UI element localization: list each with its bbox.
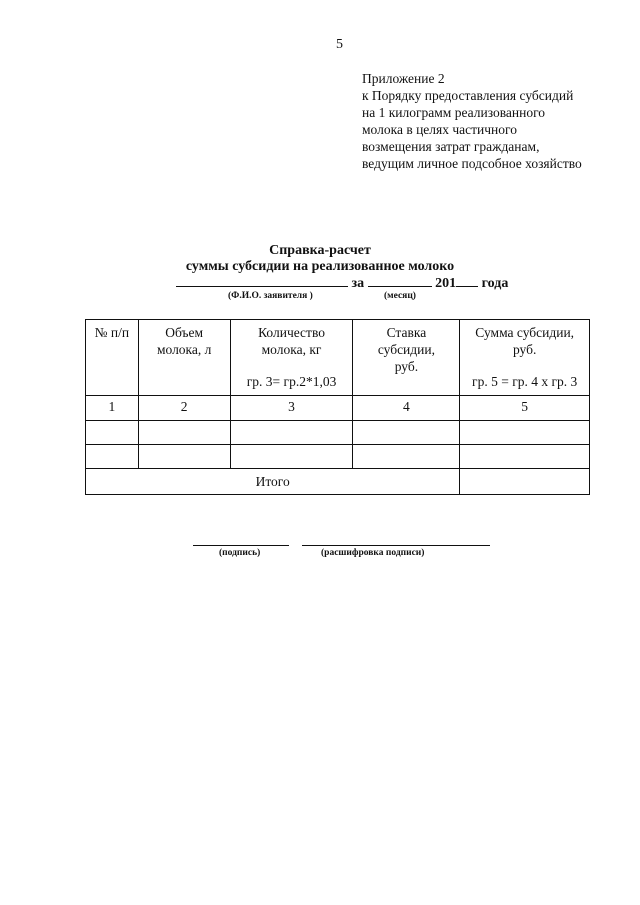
total-label: Итого <box>86 469 460 495</box>
column-number: 4 <box>353 396 460 421</box>
applicant-fill-row <box>176 274 508 292</box>
table-cell[interactable] <box>353 445 460 469</box>
total-value-cell[interactable] <box>460 469 590 495</box>
signature-decode-line[interactable] <box>302 545 490 546</box>
table-row <box>86 421 590 445</box>
total-row <box>86 469 590 495</box>
column-number: 2 <box>138 396 230 421</box>
month-blank[interactable] <box>368 274 432 287</box>
appendix-line: молока в целях частичного <box>362 122 517 137</box>
header-formula: гр. 5 = гр. 4 х гр. 3 <box>472 374 578 389</box>
signature-decode-label: (расшифровка подписи) <box>321 548 425 558</box>
year-word: года <box>481 276 509 291</box>
table-cell[interactable] <box>138 421 230 445</box>
signature-label: (подпись) <box>219 548 261 558</box>
column-number: 1 <box>86 396 139 421</box>
applicant-name-blank[interactable] <box>176 274 348 287</box>
document-title: Справка-расчет <box>269 243 371 258</box>
signature-line[interactable] <box>193 545 289 546</box>
column-number: 5 <box>460 396 590 421</box>
page-number: 5 <box>336 37 343 52</box>
table-row <box>86 445 590 469</box>
header-cell-number <box>86 320 139 396</box>
header-cell-quantity <box>230 320 353 396</box>
applicant-name-hint: (Ф.И.О. заявителя ) <box>228 291 313 301</box>
month-hint: (месяц) <box>384 291 416 301</box>
header-label: Количество молока, кг <box>258 325 325 357</box>
header-cell-sum <box>460 320 590 396</box>
year-prefix: 201 <box>435 276 457 291</box>
table-cell[interactable] <box>138 445 230 469</box>
document-subtitle: суммы субсидии на реализованное молоко <box>185 259 455 274</box>
column-number: 3 <box>230 396 353 421</box>
table-cell[interactable] <box>230 421 353 445</box>
table-cell[interactable] <box>86 445 139 469</box>
header-cell-volume <box>138 320 230 396</box>
table-cell[interactable] <box>230 445 353 469</box>
table-cell[interactable] <box>353 421 460 445</box>
subsidy-table <box>85 319 590 495</box>
appendix-line: ведущим личное подсобное хозяйство <box>362 156 582 171</box>
table-header-row <box>86 320 590 396</box>
header-formula: гр. 3= гр.2*1,03 <box>246 374 337 389</box>
column-number-row <box>86 396 590 421</box>
table-cell[interactable] <box>460 445 590 469</box>
header-label: Объем молока, л <box>156 325 212 357</box>
appendix-header <box>362 70 582 172</box>
year-blank[interactable] <box>456 274 478 287</box>
table-cell[interactable] <box>460 421 590 445</box>
header-label: Ставка субсидии, руб. <box>377 325 435 374</box>
table-cell[interactable] <box>86 421 139 445</box>
appendix-line: возмещения затрат гражданам, <box>362 139 540 154</box>
for-word: за <box>351 276 365 291</box>
appendix-line: на 1 килограмм реализованного <box>362 105 546 120</box>
appendix-line: Приложение 2 <box>362 71 445 86</box>
header-cell-rate <box>353 320 460 396</box>
header-label: № п/п <box>94 325 130 340</box>
header-label: Сумма субсидии, руб. <box>475 325 575 357</box>
appendix-line: к Порядку предоставления субсидий <box>362 88 574 103</box>
